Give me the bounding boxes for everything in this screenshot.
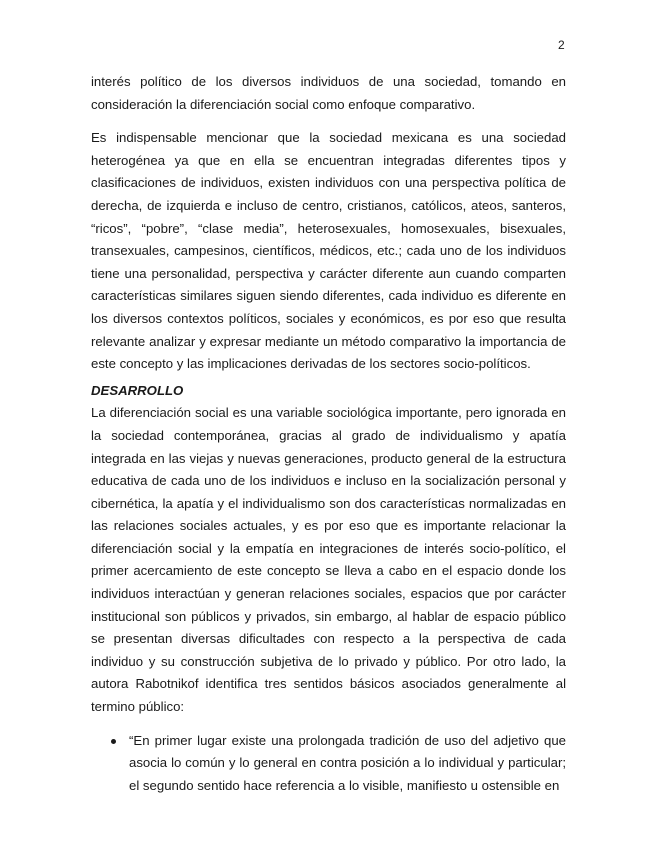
paragraph-social-differentiation: La diferenciación social es una variable sociológica importante, pero ignorada en la sociedad contemporánea, gracias al grado de individualismo y apatía integrada en las viejas y nuevas generaciones, producto general de la estructura educativa de cada uno de los individuos e incluso en la socialización personal y cibernética, la apatía y el individualismo son dos características normalizadas en las relaciones sociales actuales, y es por eso que es importante relacionar la diferenciación social y la empatía en integraciones de interés socio-político, el primer acercamiento de este concepto se lleva a cabo en el espacio donde los individuos interactúan y generan relaciones sociales, espacios que por carácter institucional son públicos y privados, sin embargo, al hablar de espacio público se presentan diversas dificultades con respecto a la perspectiva de cada individuo y su construcción subjetiva de lo privado y público. Por otro lado, la autora Rabotnikof identifica tres sentidos básicos asociados generalmente al termino público:	[91, 405, 566, 715]
bullet-dot-icon	[111, 739, 116, 744]
bullet-item	[91, 730, 566, 798]
page-number: 2	[558, 38, 565, 52]
section-heading-desarrollo: DESARROLLO	[91, 382, 184, 398]
paragraph-intro-continuation: interés político de los diversos individuos de una sociedad, tomando en consideración la diferenciación social como enfoque comparativo.	[91, 74, 566, 112]
document-body	[91, 71, 566, 797]
bullet-quote-text: “En primer lugar existe una prolongada tradición de uso del adjetivo que asocia lo común y lo general en contra posición a lo individual y particular; el segundo sentido hace referencia a lo visible, manifiesto u ostensible en	[129, 732, 566, 793]
bullet-list	[91, 730, 566, 798]
paragraph-mexican-society: Es indispensable mencionar que la sociedad mexicana es una sociedad heterogénea ya que en ella se encuentran integradas diferentes tipos y clasificaciones de individuos, existen individuos con una perspectiva política de derecha, de izquierda e incluso de centro, cristianos, católicos, ateos, santeros, “ricos”, “pobre”, “clase media”, heterosexuales, homosexuales, bisexuales, transexuales, campesinos, científicos, médicos, etc.; cada uno de los individuos tiene una personalidad, perspectiva y carácter diferente aun cuando comparten características similares siguen siendo diferentes, cada individuo es diferente en los diversos contextos políticos, sociales y económicos, es por eso que resulta relevante analizar y expresar mediante un método comparativo la importancia de este concepto y las implicaciones derivadas de los sectores socio-políticos.	[91, 130, 566, 372]
